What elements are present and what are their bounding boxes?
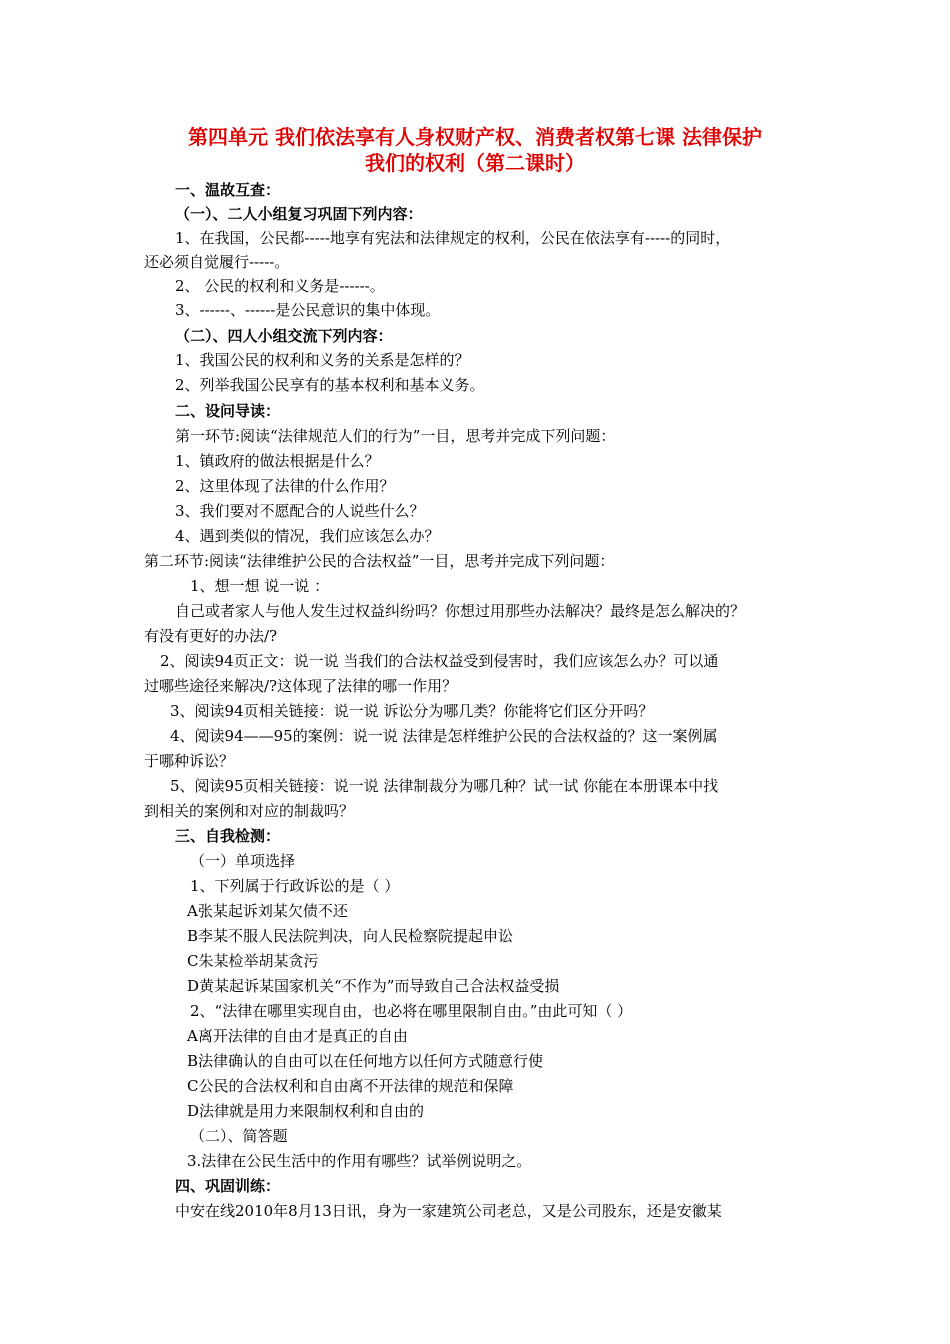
mc-question-1-option-b: B李某不服人民法院判决，向人民检察院提起申讼 bbox=[187, 927, 514, 945]
mc-question-1-option-a: A张某起诉刘某欠债不还 bbox=[187, 902, 348, 920]
mc-question-1: 1、下列属于行政诉讼的是（ ） bbox=[190, 877, 400, 895]
link-2-question-2: 2、阅读94页正文：说一说 当我们的合法权益受到侵害时，我们应该怎么办？可以通 bbox=[160, 652, 719, 670]
link-2-question-3: 3、阅读94页相关链接：说一说 诉讼分为哪几类？你能将它们区分开吗？ bbox=[170, 702, 654, 720]
link-2-question-5-cont: 到相关的案例和对应的制裁吗？ bbox=[144, 802, 355, 820]
mc-question-2-option-c: C公民的合法权利和自由离不开法律的规范和保障 bbox=[187, 1077, 514, 1095]
mc-question-2-option-a: A离开法律的自由才是真正的自由 bbox=[187, 1027, 408, 1045]
section-3-heading: 三、自我检测： bbox=[175, 827, 281, 845]
document-title-line-2: 我们的权利（第二课时） bbox=[365, 151, 585, 175]
group-question-2: 2、列举我国公民享有的基本权利和基本义务。 bbox=[175, 376, 485, 394]
section-4-heading: 四、巩固训练： bbox=[175, 1177, 281, 1195]
mc-question-2: 2、“法律在哪里实现自由，也必将在哪里限制自由。”由此可知（ ） bbox=[190, 1002, 633, 1020]
mc-question-2-option-b: B法律确认的自由可以在任何地方以任何方式随意行使 bbox=[187, 1052, 544, 1070]
section-2-heading: 二、设问导读： bbox=[175, 402, 281, 420]
review-question-2: 2、 公民的权利和义务是------。 bbox=[175, 277, 385, 295]
document-title-line-1: 第四单元 我们依法享有人身权财产权、消费者权第七课 法律保护 bbox=[188, 125, 762, 149]
section-3-subheading-2: （二）、简答题 bbox=[190, 1127, 288, 1145]
link-2-question-4-cont: 于哪种诉讼？ bbox=[144, 752, 235, 770]
review-question-1-line-1: 1、在我国，公民都-----地享有宪法和法律规定的权利，公民在依法享有-----的同时， bbox=[175, 229, 731, 247]
section-3-subheading-1: （一）单项选择 bbox=[190, 852, 296, 870]
link-2-question-1: 1、想一想 说一说 ： bbox=[190, 577, 330, 595]
link-2-question-2-cont: 过哪些途径来解决/?这体现了法律的哪一作用？ bbox=[144, 677, 458, 695]
link-1-question-1: 1、镇政府的做法根据是什么？ bbox=[175, 452, 380, 470]
link-2-question-1-text-cont: 有没有更好的办法/? bbox=[144, 627, 278, 645]
mc-question-1-option-d: D黄某起诉某国家机关“不作为”而导致自己合法权益受损 bbox=[187, 977, 560, 995]
link-1-question-3: 3、我们要对不愿配合的人说些什么？ bbox=[175, 502, 425, 520]
mc-question-2-option-d: D法律就是用力来限制权利和自由的 bbox=[187, 1102, 425, 1120]
short-answer-question-3: 3.法律在公民生活中的作用有哪些？试举例说明之。 bbox=[187, 1152, 532, 1170]
group-question-1: 1、我国公民的权利和义务的关系是怎样的？ bbox=[175, 351, 470, 369]
section-4-text: 中安在线2010年8月13日讯，身为一家建筑公司老总，又是公司股东，还是安徽某 bbox=[175, 1202, 722, 1220]
link-1-question-2: 2、这里体现了法律的什么作用？ bbox=[175, 477, 395, 495]
link-2-question-5: 5、阅读95页相关链接：说一说 法律制裁分为哪几种？试一试 你能在本册课本中找 bbox=[170, 777, 719, 795]
link-2-question-1-text: 自己或者家人与他人发生过权益纠纷吗？你想过用那些办法解决？最终是怎么解决的？ bbox=[175, 602, 746, 620]
mc-question-1-option-c: C朱某检举胡某贪污 bbox=[187, 952, 319, 970]
link-2-question-4: 4、阅读94——95的案例：说一说 法律是怎样维护公民的合法权益的？这一案例属 bbox=[170, 727, 718, 745]
link-1-question-4: 4、遇到类似的情况，我们应该怎么办？ bbox=[175, 527, 440, 545]
review-question-3: 3、------、------是公民意识的集中体现。 bbox=[175, 301, 441, 319]
link-2-intro: 第二环节:阅读“法律维护公民的合法权益”一目，思考并完成下列问题： bbox=[144, 552, 615, 570]
review-question-1-line-2: 还必须自觉履行-----。 bbox=[144, 253, 290, 271]
link-1-intro: 第一环节:阅读“法律规范人们的行为”一目，思考并完成下列问题： bbox=[175, 427, 616, 445]
section-1-heading: 一、温故互查： bbox=[175, 181, 281, 199]
section-1-subheading-2: （二）、四人小组交流下列内容： bbox=[175, 327, 393, 345]
section-1-subheading-1: （一）、二人小组复习巩固下列内容： bbox=[175, 205, 423, 223]
